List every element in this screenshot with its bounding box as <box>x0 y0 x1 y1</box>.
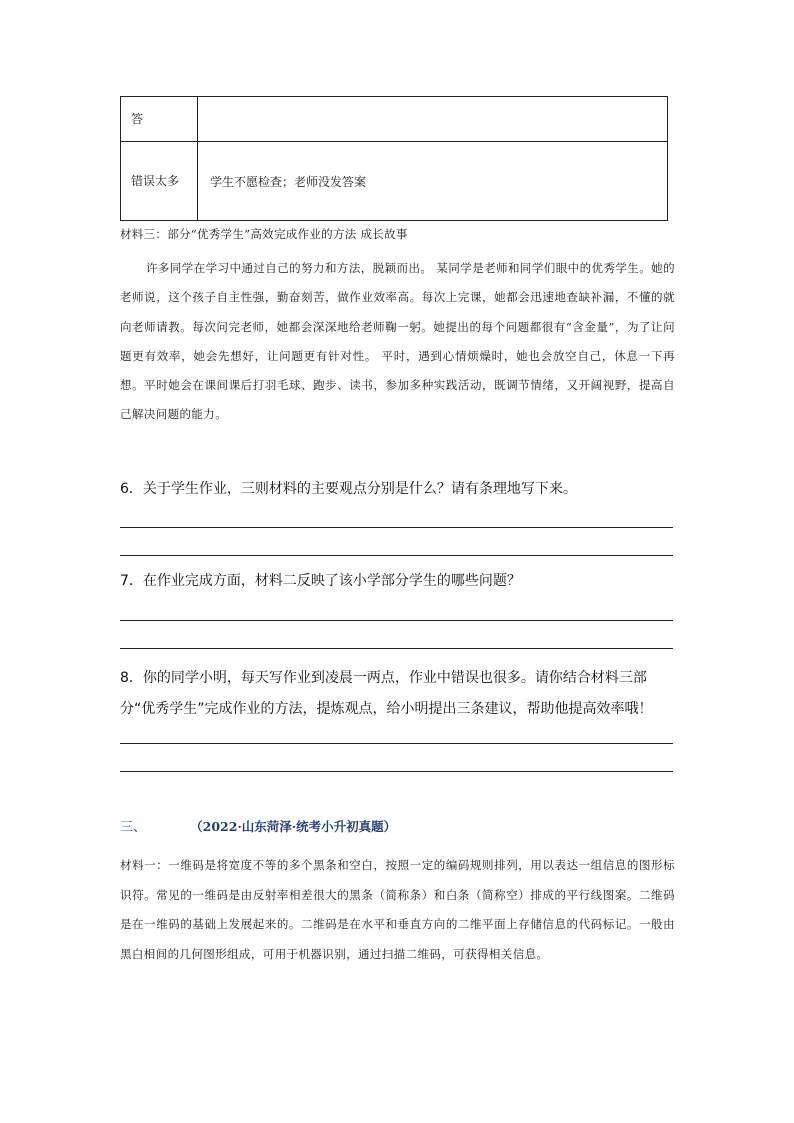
answer-line[interactable] <box>120 527 673 528</box>
table-row-content: 学生不愿检查；老师没发答案 <box>198 142 668 221</box>
question-8: 8．你的同学小明，每天写作业到凌晨一两点，作业中错误也很多。请你结合材料三部分“优秀学生”完成作业的方法，提炼观点，给小明提出三条建议，帮助他提高效率哦！ <box>120 670 653 717</box>
table-row-label: 错误太多 <box>121 142 198 221</box>
table-row-label: 答 <box>121 97 198 142</box>
section-3-heading <box>120 816 396 835</box>
material3-paragraph: 许多同学在学习中通过自己的努力和方法，脱颖而出。 某同学是老师和同学们眼中的优秀学生。她的老师说，这个孩子自主性强，勤奋刻苦，做作业效率高。每次上完课，她都会迅速地查缺补漏，不懂的就向老师请教。每次问完老师，她都会深深地给老师鞠一躬。她提出的每个问题都很有“含金量”，为了让问题更有效率，她会先想好，让问题更有针对性。 平时，遇到心情烦燥时，她也会放空自己，休息一下再想。平时她会在课间课后打羽毛球、跑步、读书，参加多种实践活动，既调节情绪，又开阔视野，提高自己解决问题的能力。 <box>120 261 675 422</box>
answer-line[interactable] <box>120 648 673 649</box>
table-row <box>121 97 668 142</box>
section-number: 三、 <box>120 820 147 835</box>
answer-line[interactable] <box>120 771 673 772</box>
answer-line[interactable] <box>120 555 673 556</box>
table-row-content <box>198 97 668 142</box>
table-row <box>121 142 668 221</box>
question-7: 7．在作业完成方面，材料二反映了该小学部分学生的哪些问题？ <box>120 573 521 589</box>
answer-line[interactable] <box>120 743 673 744</box>
section3-material1: 材料一：一维码是将宽度不等的多个黑条和空白，按照一定的编码规则排列，用以表达一组信息的图形标识符。常见的一维码是由反射率相差很大的黑条（简称条）和白条（简称空）排成的平行线图案。二维码是在一维码的基础上发展起来的。二维码是在水平和垂直方向的二维平面上存储信息的代码标记。一般由黑白相间的几何图形组成，可用于机器识别，通过扫描二维码，可获得相关信息。 <box>120 858 675 961</box>
question-6: 6．关于学生作业，三则材料的主要观点分别是什么？请有条理地写下来。 <box>120 481 577 497</box>
answer-line[interactable] <box>120 620 673 621</box>
section-source: （2022·山东菏泽·统考小升初真题） <box>190 819 397 834</box>
material3-title: 材料三：部分“优秀学生”高效完成作业的方法 成长故事 <box>120 227 408 241</box>
problems-table <box>120 96 668 221</box>
